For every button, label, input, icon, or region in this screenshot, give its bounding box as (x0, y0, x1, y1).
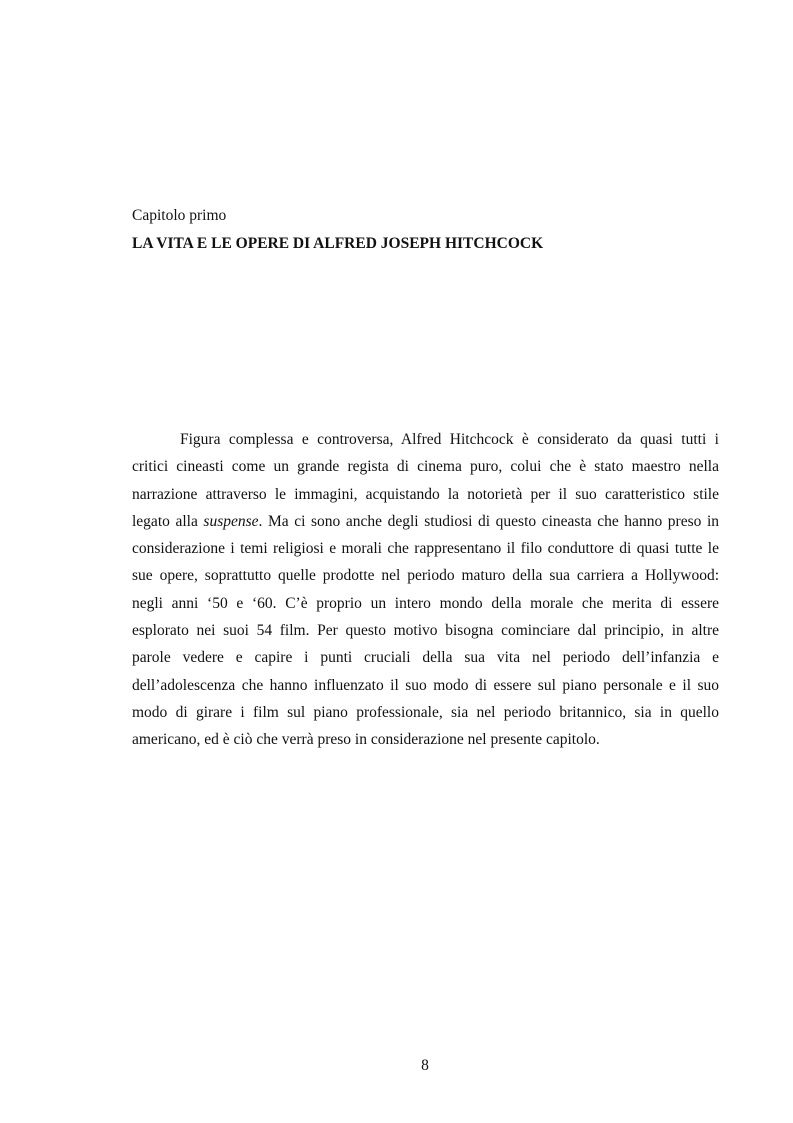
paragraph-line: considerazione i temi religiosi e morali che rappresentano il filo conduttore di quasi tutte le (132, 540, 719, 558)
paragraph-line: critici cineasti come un grande regista di cinema puro, colui che è stato maestro nella (132, 458, 719, 476)
paragraph-line: narrazione attraverso le immagini, acquistando la notorietà per il suo caratteristico stile (132, 485, 719, 503)
paragraph-line: parole vedere e capire i punti cruciali della sua vita nel periodo dell’infanzia e (132, 649, 719, 667)
paragraph-line-text: . Ma ci sono anche degli studiosi di questo cineasta che hanno preso in (258, 512, 719, 530)
paragraph-line: Figura complessa e controversa, Alfred Hitchcock è considerato da quasi tutti i (180, 431, 719, 448)
paragraph-line (132, 508, 719, 535)
paragraph-line: modo di girare i film sul piano professionale, sia nel periodo britannico, sia in quello (132, 703, 719, 721)
paragraph-line: americano, ed è ciò che verrà preso in considerazione nel presente capitolo. (132, 731, 600, 749)
body-paragraph (132, 426, 719, 754)
paragraph-line: negli anni ‘50 e ‘60. C’è proprio un intero mondo della morale che merita di essere (132, 594, 719, 612)
paragraph-line: dell’adolescenza che hanno influenzato il suo modo di essere sul piano personale e il suo (132, 676, 719, 694)
chapter-title: LA VITA E LE OPERE DI ALFRED JOSEPH HITCHCOCK (132, 235, 544, 252)
page-number: 8 (421, 1057, 429, 1074)
chapter-label: Capitolo primo (132, 207, 227, 224)
paragraph-line: sue opere, soprattutto quelle prodotte nel periodo maturo della sua carriera a Hollywood: (132, 567, 719, 585)
paragraph-line-text: legato alla (132, 512, 204, 530)
italic-term: suspense (203, 512, 259, 530)
paragraph-line: esplorato nei suoi 54 film. Per questo motivo bisogna cominciare dal principio, in altre (132, 622, 719, 640)
